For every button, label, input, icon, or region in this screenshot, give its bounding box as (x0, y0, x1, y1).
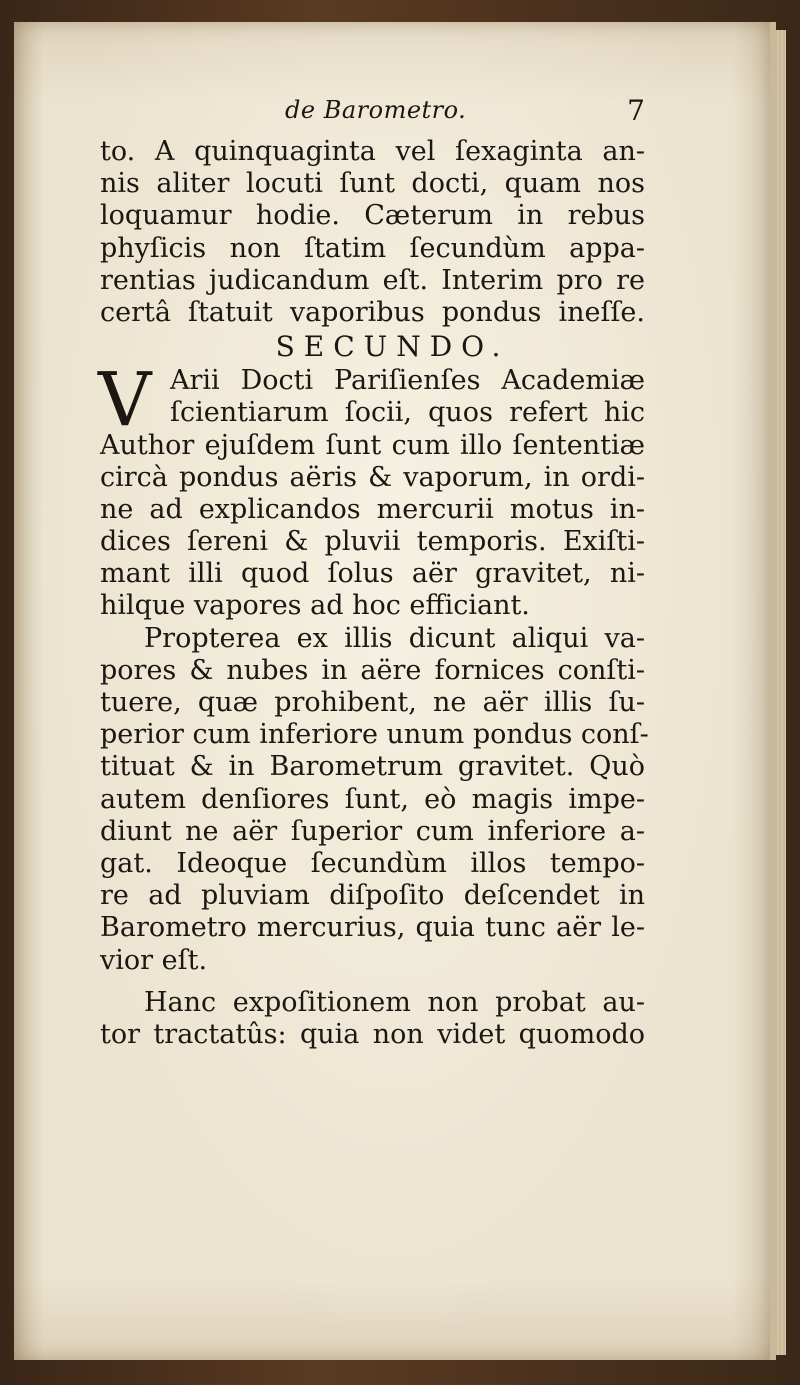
text-line: phyſicis non ſtatim ſecundùm appa- (100, 232, 645, 264)
text-line: Propterea ex illis dicunt aliqui va- (144, 622, 645, 654)
paragraph-2 (98, 357, 645, 623)
paragraph-4 (100, 987, 645, 1051)
text-line: Hanc expoſitionem non probat au- (144, 986, 645, 1018)
text-line: dices ſereni & pluvii temporis. Exiſti- (100, 526, 645, 558)
paragraph-1 (100, 136, 645, 329)
text-line: vior eſt. (100, 944, 208, 976)
page-header (100, 96, 645, 136)
section-heading: SECUNDO. (275, 330, 510, 364)
text-line: Barometro mercurius, quia tunc aër le- (100, 912, 645, 944)
text-line: mant illi quod ſolus aër gravitet, ni- (100, 558, 645, 590)
text-line: circà pondus aëris & vaporum, in ordi- (100, 461, 645, 493)
text-line: gat. Ideoque ſecundùm illos tempo- (100, 847, 645, 879)
text-line: tor tractatûs: quia non videt quomodo (100, 1018, 645, 1050)
text-line: certâ ſtatuit vaporibus pondus ineſſe. (100, 296, 645, 328)
text-line: ſcientiarum ſocii, quos refert hic (170, 397, 645, 429)
text-line: perior cum inferiore unum pondus conſ- (100, 719, 649, 751)
text-line: to. A quinquaginta vel ſexaginta an- (100, 136, 645, 167)
text-line: diunt ne aër ſuperior cum inferiore a- (100, 815, 645, 847)
text-line: nis aliter locuti ſunt docti, quam nos (100, 168, 645, 200)
running-head: de Barometro. (285, 96, 467, 124)
text-line: rentias judicandum eſt. Interim pro re (100, 264, 645, 296)
text-line: tituat & in Barometrum gravitet. Quò (100, 751, 645, 783)
drop-cap: V (98, 357, 152, 444)
page-number: 7 (627, 94, 645, 127)
text-line: tuere, quæ prohibent, ne aër illis ſu- (100, 687, 645, 718)
text-line: re ad pluviam diſpoſito deſcendet in (100, 880, 645, 912)
paragraph-3 (100, 622, 649, 977)
text-line: ne ad explicandos mercurii motus in- (100, 493, 645, 525)
text-line: Arii Docti Pariſienſes Academiæ (170, 365, 645, 397)
text-line: Author ejuſdem ſunt cum illo ſententiæ (100, 429, 645, 461)
paragraph-gap (100, 977, 645, 987)
text-block (98, 94, 649, 1051)
text-line: hilque vapores ad hoc efficiant. (100, 590, 530, 622)
text-line: autem denſiores ſunt, eò magis impe- (100, 783, 645, 815)
text-line: loquamur hodie. Cæterum in rebus (100, 200, 645, 232)
text-line: pores & nubes in aëre fornices conſti- (100, 654, 645, 686)
